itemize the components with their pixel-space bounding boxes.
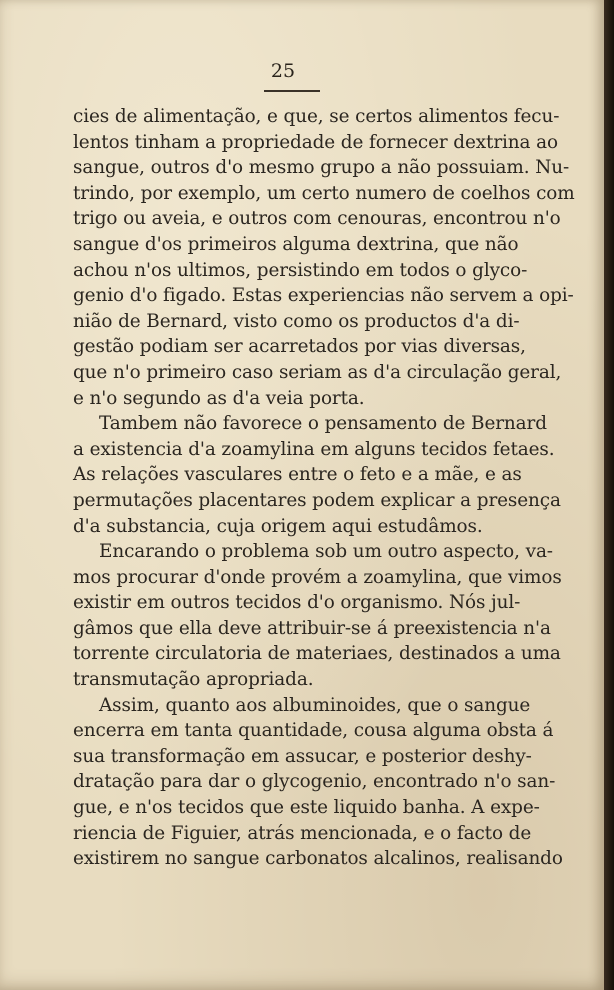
text-line: sua transformação em assucar, e posterior deshy- [73,745,532,767]
text-line: dratação para dar o glycogenio, encontrado n'o san- [73,771,556,793]
text-line: mos procurar d'onde provém a zoamylina, que vimos [73,566,562,588]
text-line: trigo ou aveia, e outros com cenouras, encontrou n'o [73,208,561,230]
text-line: Assim, quanto aos albuminoides, que o sangue [99,694,531,716]
text-line: a existencia d'a zoamylina em alguns tecidos fetaes. [73,438,555,460]
text-line: que n'o primeiro caso seriam as d'a circulação geral, [73,361,562,383]
page-number-rule [264,90,320,92]
text-line: Encarando o problema sob um outro aspecto, va- [99,541,553,563]
text-line: sangue d'os primeiros alguma dextrina, que não [73,233,519,255]
text-line: permutações placentares podem explicar a presença [73,489,561,511]
book-gutter-edge [604,0,614,990]
paragraph-2 [73,411,561,539]
paragraph-4 [73,693,563,872]
paragraph-1 [73,104,575,411]
text-line: lentos tinham a propriedade de fornecer dextrina ao [73,131,558,153]
paragraph-3 [73,539,562,693]
text-line: gâmos que ella deve attribuir-se á preexistencia n'a [73,617,551,639]
text-line: existir em outros tecidos d'o organismo. Nós jul- [73,592,521,614]
text-line: torrente circulatoria de materiaes, destinados a uma [73,643,561,665]
text-line: Tambem não favorece o pensamento de Bernard [99,413,547,435]
text-line: existirem no sangue carbonatos alcalinos, realisando [73,848,563,870]
text-line: gestão podiam ser acarretados por vias diversas, [73,336,526,358]
text-line: riencia de Figuier, atrás mencionada, e o facto de [73,822,532,844]
text-line: e n'o segundo as d'a veia porta. [73,387,365,409]
text-line: nião de Bernard, visto como os productos d'a di- [73,310,520,332]
text-line: achou n'os ultimos, persistindo em todos o glyco- [73,259,528,281]
page-number: 25 [270,60,296,82]
text-line: sangue, outros d'o mesmo grupo a não possuiam. Nu- [73,157,570,179]
body-text [73,104,575,872]
text-line: cies de alimentação, e que, se certos alimentos fecu- [73,106,560,127]
text-line: trindo, por exemplo, um certo numero de coelhos com [73,182,575,204]
text-line: genio d'o figado. Estas experiencias não servem a opi- [73,285,574,307]
text-line: encerra em tanta quantidade, cousa alguma obsta á [73,720,554,742]
text-line: gue, e n'os tecidos que este liquido banha. A expe- [73,797,540,819]
text-line: transmutação apropriada. [73,669,314,691]
text-line: As relações vasculares entre o feto e a mãe, e as [73,464,522,486]
text-line: d'a substancia, cuja origem aqui estudâmos. [73,515,483,537]
